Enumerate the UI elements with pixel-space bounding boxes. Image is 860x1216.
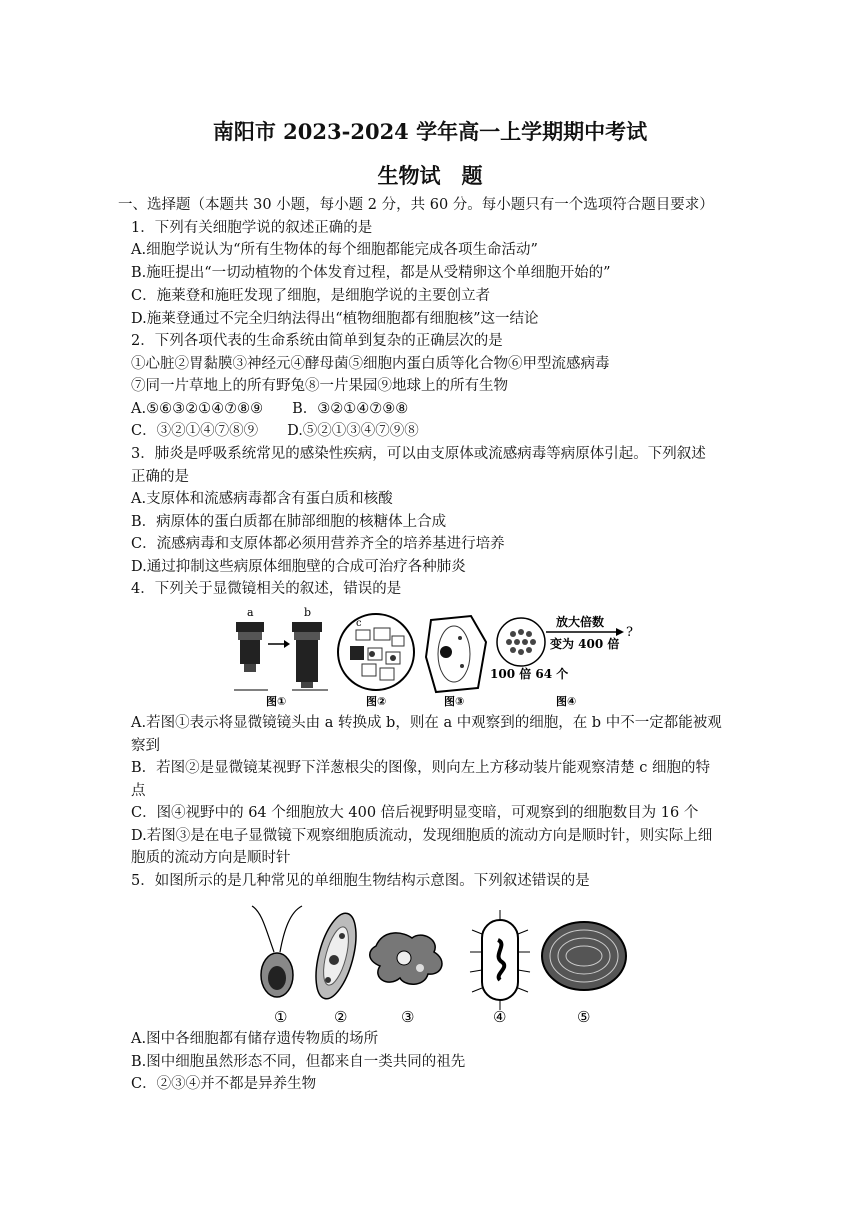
label-5: ⑤ (577, 1008, 591, 1026)
q5-option-b: B.图中细胞虽然形态不同，但都来自一类共同的祖先 (131, 1054, 466, 1070)
q4-option-b-2: 点 (131, 783, 146, 799)
q3-option-d: D.通过抑制这些病原体细胞壁的合成可治疗各种肺炎 (131, 559, 466, 575)
bacterium-icon (470, 910, 530, 1010)
q1-option-c: C．施莱登和施旺发现了细胞，是细胞学说的主要创立者 (131, 288, 491, 304)
objective-lens-b-icon (292, 622, 322, 688)
q3-option-b: B．病原体的蛋白质都在肺部细胞的核糖体上合成 (131, 514, 447, 530)
cyanobacterium-icon (542, 922, 626, 990)
paramecium-icon (308, 909, 364, 1003)
q3-option-c: C．流感病毒和支原体都必须用营养齐全的培养基进行培养 (131, 536, 505, 552)
magnification-field-icon (497, 618, 545, 666)
fig2-caption: 图② (366, 695, 387, 708)
q3-stem-1: 3．肺炎是呼吸系统常见的感染性疾病，可以由支原体或流感病毒等病原体引起。下列叙述 (131, 446, 706, 462)
label-b: b (304, 606, 312, 619)
fig3-caption: 图③ (444, 695, 465, 708)
q3-option-a: A.支原体和流感病毒都含有蛋白质和核酸 (131, 491, 393, 507)
onion-root-tip-view-icon (338, 614, 414, 690)
q4-figure (226, 602, 646, 710)
page-subtitle: 生物试 题 (377, 163, 483, 188)
label-c: c (356, 618, 362, 629)
q5-stem: 5．如图所示的是几种常见的单细胞生物结构示意图。下列叙述错误的是 (131, 873, 590, 889)
q4-option-c: C．图④视野中的 64 个细胞放大 400 倍后视野明显变暗，可观察到的细胞数目为 16 个 (131, 805, 699, 821)
label-3: ③ (401, 1008, 415, 1026)
q2-items-2: ⑦同一片草地上的所有野兔⑧一片果园⑨地球上的所有生物 (131, 378, 508, 394)
label-4: ④ (493, 1008, 507, 1026)
q5-figure (244, 900, 634, 1028)
mag-count: 100 倍 64 个 (490, 667, 569, 681)
q4-option-d-1: D.若图③是在电子显微镜下观察细胞质流动，发现细胞质的流动方向是顺时针，则实际上细 (131, 828, 713, 844)
q2-options-ab: A.⑤⑥③②①④⑦⑧⑨ B．③②①④⑦⑨⑧ (131, 401, 409, 417)
q1-option-a: A.细胞学说认为“所有生物体的每个细胞都能完成各项生命活动” (131, 242, 538, 258)
label-a: a (247, 606, 254, 619)
label-2: ② (334, 1008, 348, 1026)
q4-stem: 4．下列关于显微镜相关的叙述，错误的是 (131, 581, 402, 597)
plant-cell-icon (426, 616, 486, 692)
q2-items-1: ①心脏②胃黏膜③神经元④酵母菌⑤细胞内蛋白质等化合物⑥甲型流感病毒 (131, 356, 610, 372)
q1-option-d: D.施莱登通过不完全归纳法得出“植物细胞都有细胞核”这一结论 (131, 311, 539, 327)
q4-option-d-2: 胞质的流动方向是顺时针 (131, 850, 291, 866)
q1-stem: 1．下列有关细胞学说的叙述正确的是 (131, 220, 373, 236)
mag-text-1: 放大倍数 (556, 615, 605, 629)
q3-stem-2: 正确的是 (131, 469, 189, 485)
q2-stem: 2．下列各项代表的生命系统由简单到复杂的正确层次的是 (131, 333, 503, 349)
fig4-caption: 图④ (556, 695, 577, 708)
amoeba-icon (370, 933, 442, 984)
mag-question: ? (626, 625, 633, 640)
q5-option-c: C．②③④并不都是异养生物 (131, 1076, 317, 1092)
q1-option-b: B.施旺提出“一切动植物的个体发育过程，都是从受精卵这个单细胞开始的” (131, 265, 611, 281)
q4-option-a-1: A.若图①表示将显微镜镜头由 a 转换成 b，则在 a 中观察到的细胞，在 b 中不一定都能被观 (131, 715, 722, 731)
q2-options-cd: C．③②①④⑦⑧⑨ D.⑤②①③④⑦⑨⑧ (131, 423, 419, 439)
q5-option-a: A.图中各细胞都有储存遗传物质的场所 (131, 1031, 379, 1047)
mag-text-2: 变为 400 倍 (550, 637, 620, 651)
objective-lens-a-icon (236, 622, 264, 672)
chlamydomonas-icon (252, 906, 302, 997)
label-1: ① (274, 1008, 288, 1026)
q4-option-a-2: 察到 (131, 738, 160, 754)
fig1-caption: 图① (266, 695, 287, 708)
q4-option-b-1: B．若图②是显微镜某视野下洋葱根尖的图像，则向左上方移动装片能观察清楚 c 细胞的特 (131, 760, 710, 776)
page-title: 南阳市 2023-2024 学年高一上学期期中考试 (212, 119, 648, 144)
section-heading: 一、选择题（本题共 30 小题，每小题 2 分，共 60 分。每小题只有一个选项符合题目要求） (118, 197, 714, 213)
